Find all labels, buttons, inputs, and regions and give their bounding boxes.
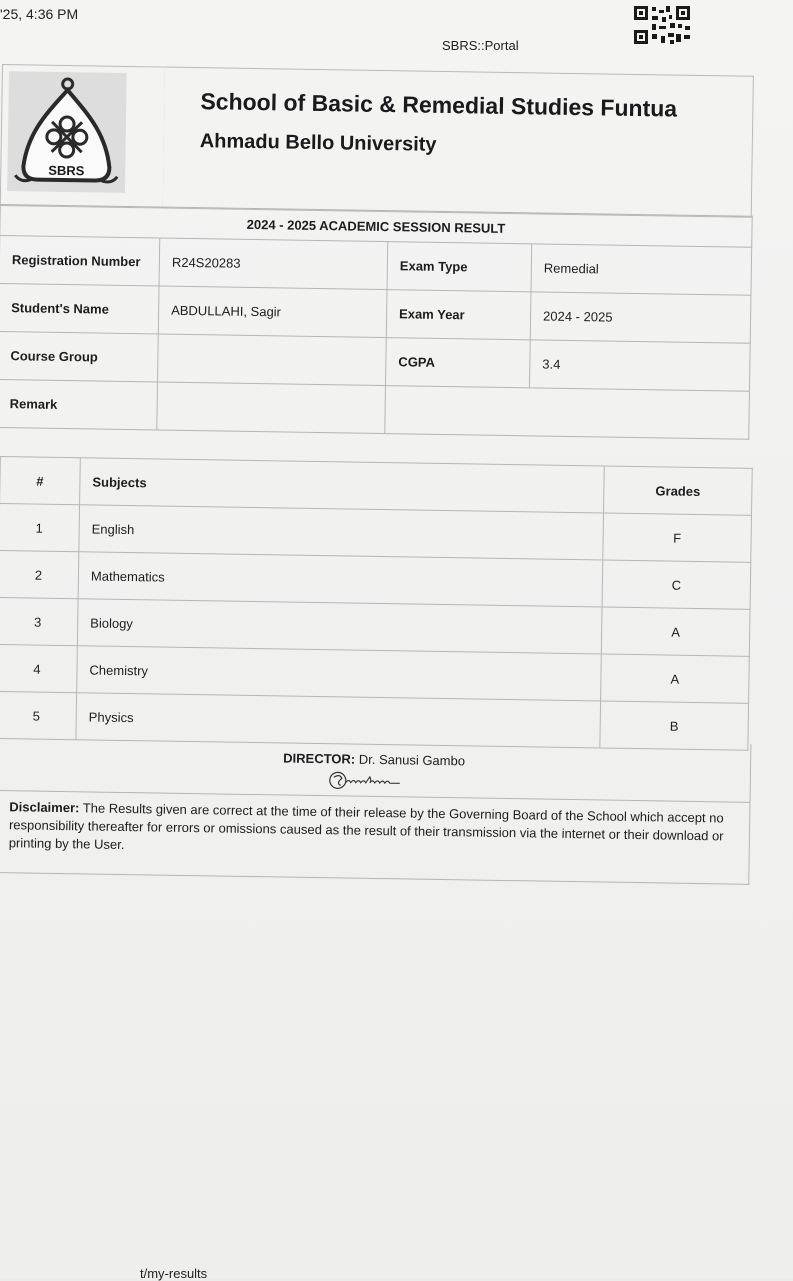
cgpa-label: CGPA [385,338,530,388]
school-name: School of Basic & Remedial Studies Funtua [200,88,678,122]
row-grade: A [601,607,750,656]
director-name: Dr. Sanusi Gambo [358,751,466,769]
logo-box [0,64,166,209]
remark-label: Remark [0,379,158,430]
exam-year-value: 2024 - 2025 [530,292,751,343]
grades-header: Grades [604,466,753,515]
row-grade: C [602,560,751,609]
portal-title: SBRS::Portal [442,38,519,53]
director-label: DIRECTOR: [283,750,356,767]
remark-empty-cell [385,386,750,440]
footer-url: t/my-results [140,1266,208,1281]
university-name: Ahmadu Bello University [199,130,437,156]
row-subject: Biology [77,599,602,654]
result-card [0,64,772,896]
row-subject: Physics [76,693,601,748]
row-subject: English [79,505,604,560]
disclaimer-label: Disclaimer: [9,799,80,816]
row-index: 2 [0,551,79,599]
row-subject: Chemistry [77,646,602,701]
subjects-header: Subjects [80,458,605,513]
qr-code-icon [632,4,694,46]
session-title: 2024 - 2025 ACADEMIC SESSION RESULT [0,204,752,247]
row-grade: B [600,701,749,750]
row-index: 5 [0,691,77,739]
print-timestamp: '25, 4:36 PM [0,6,79,22]
director-line [0,746,750,773]
row-index: 4 [0,644,77,692]
row-grade: A [601,654,750,703]
exam-type-label: Exam Type [387,242,532,292]
logo-text: SBRS [48,162,85,179]
title-box [163,67,754,218]
director-signature-icon [328,769,448,793]
course-group-label: Course Group [0,331,158,382]
remark-value [157,382,386,434]
course-group-value [158,334,387,386]
student-name-value: ABDULLAHI, Sagir [158,286,387,338]
subjects-table [0,456,753,751]
sbrs-logo-icon [7,71,127,193]
registration-number-label: Registration Number [0,235,160,286]
disclaimer-text: The Results given are correct at the time of their release by the Governing Board of the School which accept no responsibility thereafter for errors or omissions caused as the result of their transmission via the internet or their download or printing by the User. [8,800,724,853]
cgpa-value: 3.4 [529,340,750,391]
row-grade: F [603,513,752,562]
disclaimer [0,790,751,885]
row-subject: Mathematics [78,552,603,607]
result-info-table [0,204,753,440]
row-index: 3 [0,598,78,646]
student-name-label: Student's Name [0,283,159,334]
exam-type-value: Remedial [531,244,752,295]
registration-number-value: R24S20283 [159,238,388,290]
row-index: 1 [0,504,80,552]
index-header: # [0,457,80,505]
exam-year-label: Exam Year [386,290,531,340]
